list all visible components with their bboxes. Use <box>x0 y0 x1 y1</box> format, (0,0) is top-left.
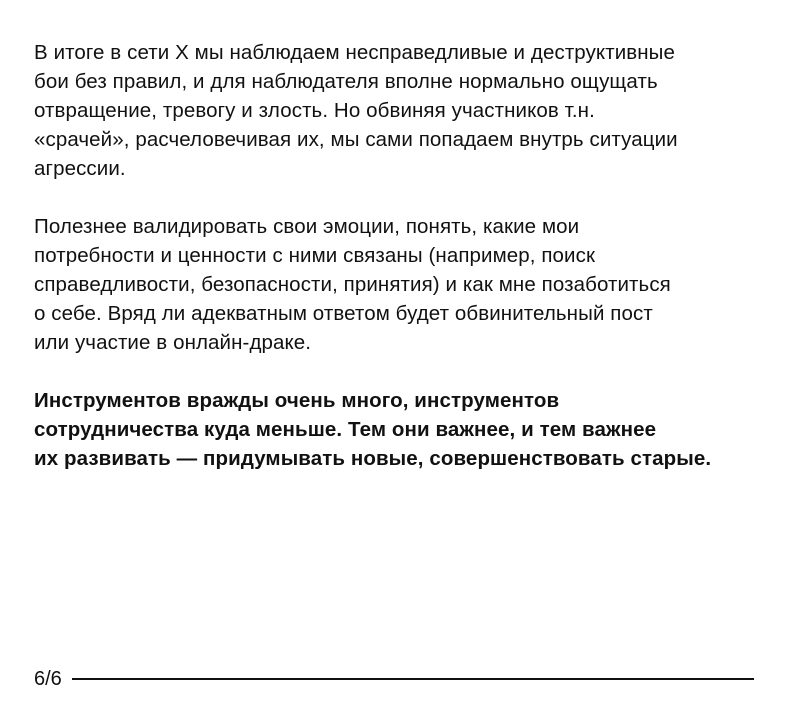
text-line: бои без правил, и для наблюдателя вполне нормально ощущать <box>34 70 658 93</box>
text-line: их развивать — придумывать новые, совершенствовать старые. <box>34 447 712 470</box>
text-line: отвращение, тревогу и злость. Но обвиняя участников т.н. <box>34 99 595 122</box>
text-line: агрессии. <box>34 157 126 180</box>
text-line: потребности и ценности с ними связаны (например, поиск <box>34 244 596 267</box>
footer-divider <box>72 678 754 680</box>
text-line: сотрудничества куда меньше. Тем они важнее, и тем важнее <box>34 418 657 441</box>
page-footer <box>34 664 754 694</box>
paragraph-1 <box>34 38 764 183</box>
paragraph-3-emphasis <box>34 386 764 473</box>
text-line: справедливости, безопасности, принятия) и как мне позаботиться <box>34 273 671 296</box>
text-line: или участие в онлайн-драке. <box>34 331 312 354</box>
text-line: В итоге в сети X мы наблюдаем несправедливые и деструктивные <box>34 41 676 64</box>
text-line: о себе. Вряд ли адекватным ответом будет обвинительный пост <box>34 302 653 325</box>
page-number: 6/6 <box>34 667 62 690</box>
text-line: «срачей», расчеловечивая их, мы сами попадаем внутрь ситуации <box>34 128 678 151</box>
text-line: Полезнее валидировать свои эмоции, понять, какие мои <box>34 215 580 238</box>
text-line: Инструментов вражды очень много, инструментов <box>34 389 560 412</box>
article-body <box>34 38 764 473</box>
paragraph-2 <box>34 212 764 357</box>
